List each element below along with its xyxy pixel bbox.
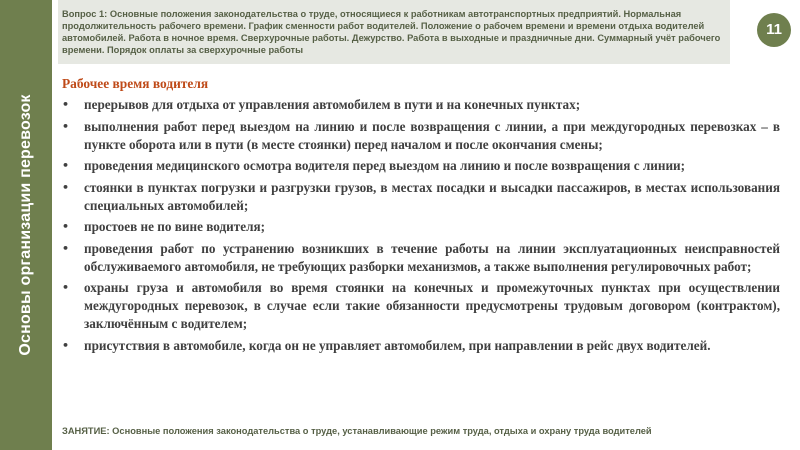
list-item (62, 157, 780, 175)
bullet-icon: • (62, 180, 70, 194)
list-item-text: выполнения работ перед выездом на линию и после возвращения с линии, а при междугородных перевозках – в пункте оборота или в пути (в месте стоянки) перед началом и после окончания смены; (84, 118, 780, 152)
question-header (58, 0, 730, 64)
list-item (62, 96, 780, 114)
list-item-text: проведения работ по устранению возникших в течение работы на линии эксплуатационных неисправностей обслуживаемого автомобиля, не требующих разборки механизмов, а также выполнения регулировочных работ; (84, 240, 780, 274)
list-item (62, 337, 780, 355)
list-item-text: присутствия в автомобиле, когда он не управляет автомобилем, при направлении в рейс двух водителей. (84, 337, 711, 353)
list-item (62, 240, 780, 276)
main-content (62, 73, 780, 358)
section-heading: Рабочее время водителя (62, 76, 209, 91)
bullet-icon: • (62, 159, 70, 172)
bullet-list (62, 96, 780, 355)
list-item-text: стоянки в пунктах погрузки и разгрузки грузов, в местах посадки и высадки пассажиров, в местах использования специальных автомобилей; (84, 179, 780, 213)
question-text: Вопрос 1: Основные положения законодательства о труде, относящиеся к работникам автотранспортных предприятий. Нормальная продолжительность рабочего времени. График сменности работ водителей. Положение о рабочем времени и времени отдыха водителей автомобилей. Работа в ночное время. Сверхурочные работы. Дежурство. Работа в выходные и праздничные дни. Суммарный учёт рабочего времени. Порядок оплаты за сверхурочные работы (62, 9, 721, 55)
bullet-icon: • (62, 119, 70, 133)
list-item (62, 179, 780, 215)
bullet-icon: • (62, 241, 70, 255)
list-item-text: перерывов для отдыха от управления автомобилем в пути и на конечных пунктах; (84, 97, 581, 112)
sidebar-title: Основы организации перевозок (17, 94, 34, 356)
list-item-text: простоев не по вине водителя; (84, 219, 266, 234)
list-item-text: охраны груза и автомобиля во время стоянки на конечных и промежуточных пунктах при осуществлении междугородных перевозок, в случае если такие обязанности предусмотрены трудовым договором (контрактом), заключённым с водителем; (84, 280, 780, 331)
bullet-icon: • (62, 281, 70, 294)
list-item (62, 118, 780, 154)
list-item (62, 218, 780, 236)
bullet-icon: • (62, 338, 70, 352)
list-item-text: проведения медицинского осмотра водителя перед выездом на линию и после возвращения с линии; (84, 158, 686, 173)
slide-number-badge: 11 (757, 13, 791, 47)
bullet-icon: • (62, 98, 70, 111)
bullet-icon: • (62, 220, 70, 233)
list-item (62, 279, 780, 333)
sidebar (0, 0, 52, 450)
lesson-footer: ЗАНЯТИЕ: Основные положения законодательства о труде, устанавливающие режим труда, отдыха и охрану труда водителей (62, 426, 652, 436)
